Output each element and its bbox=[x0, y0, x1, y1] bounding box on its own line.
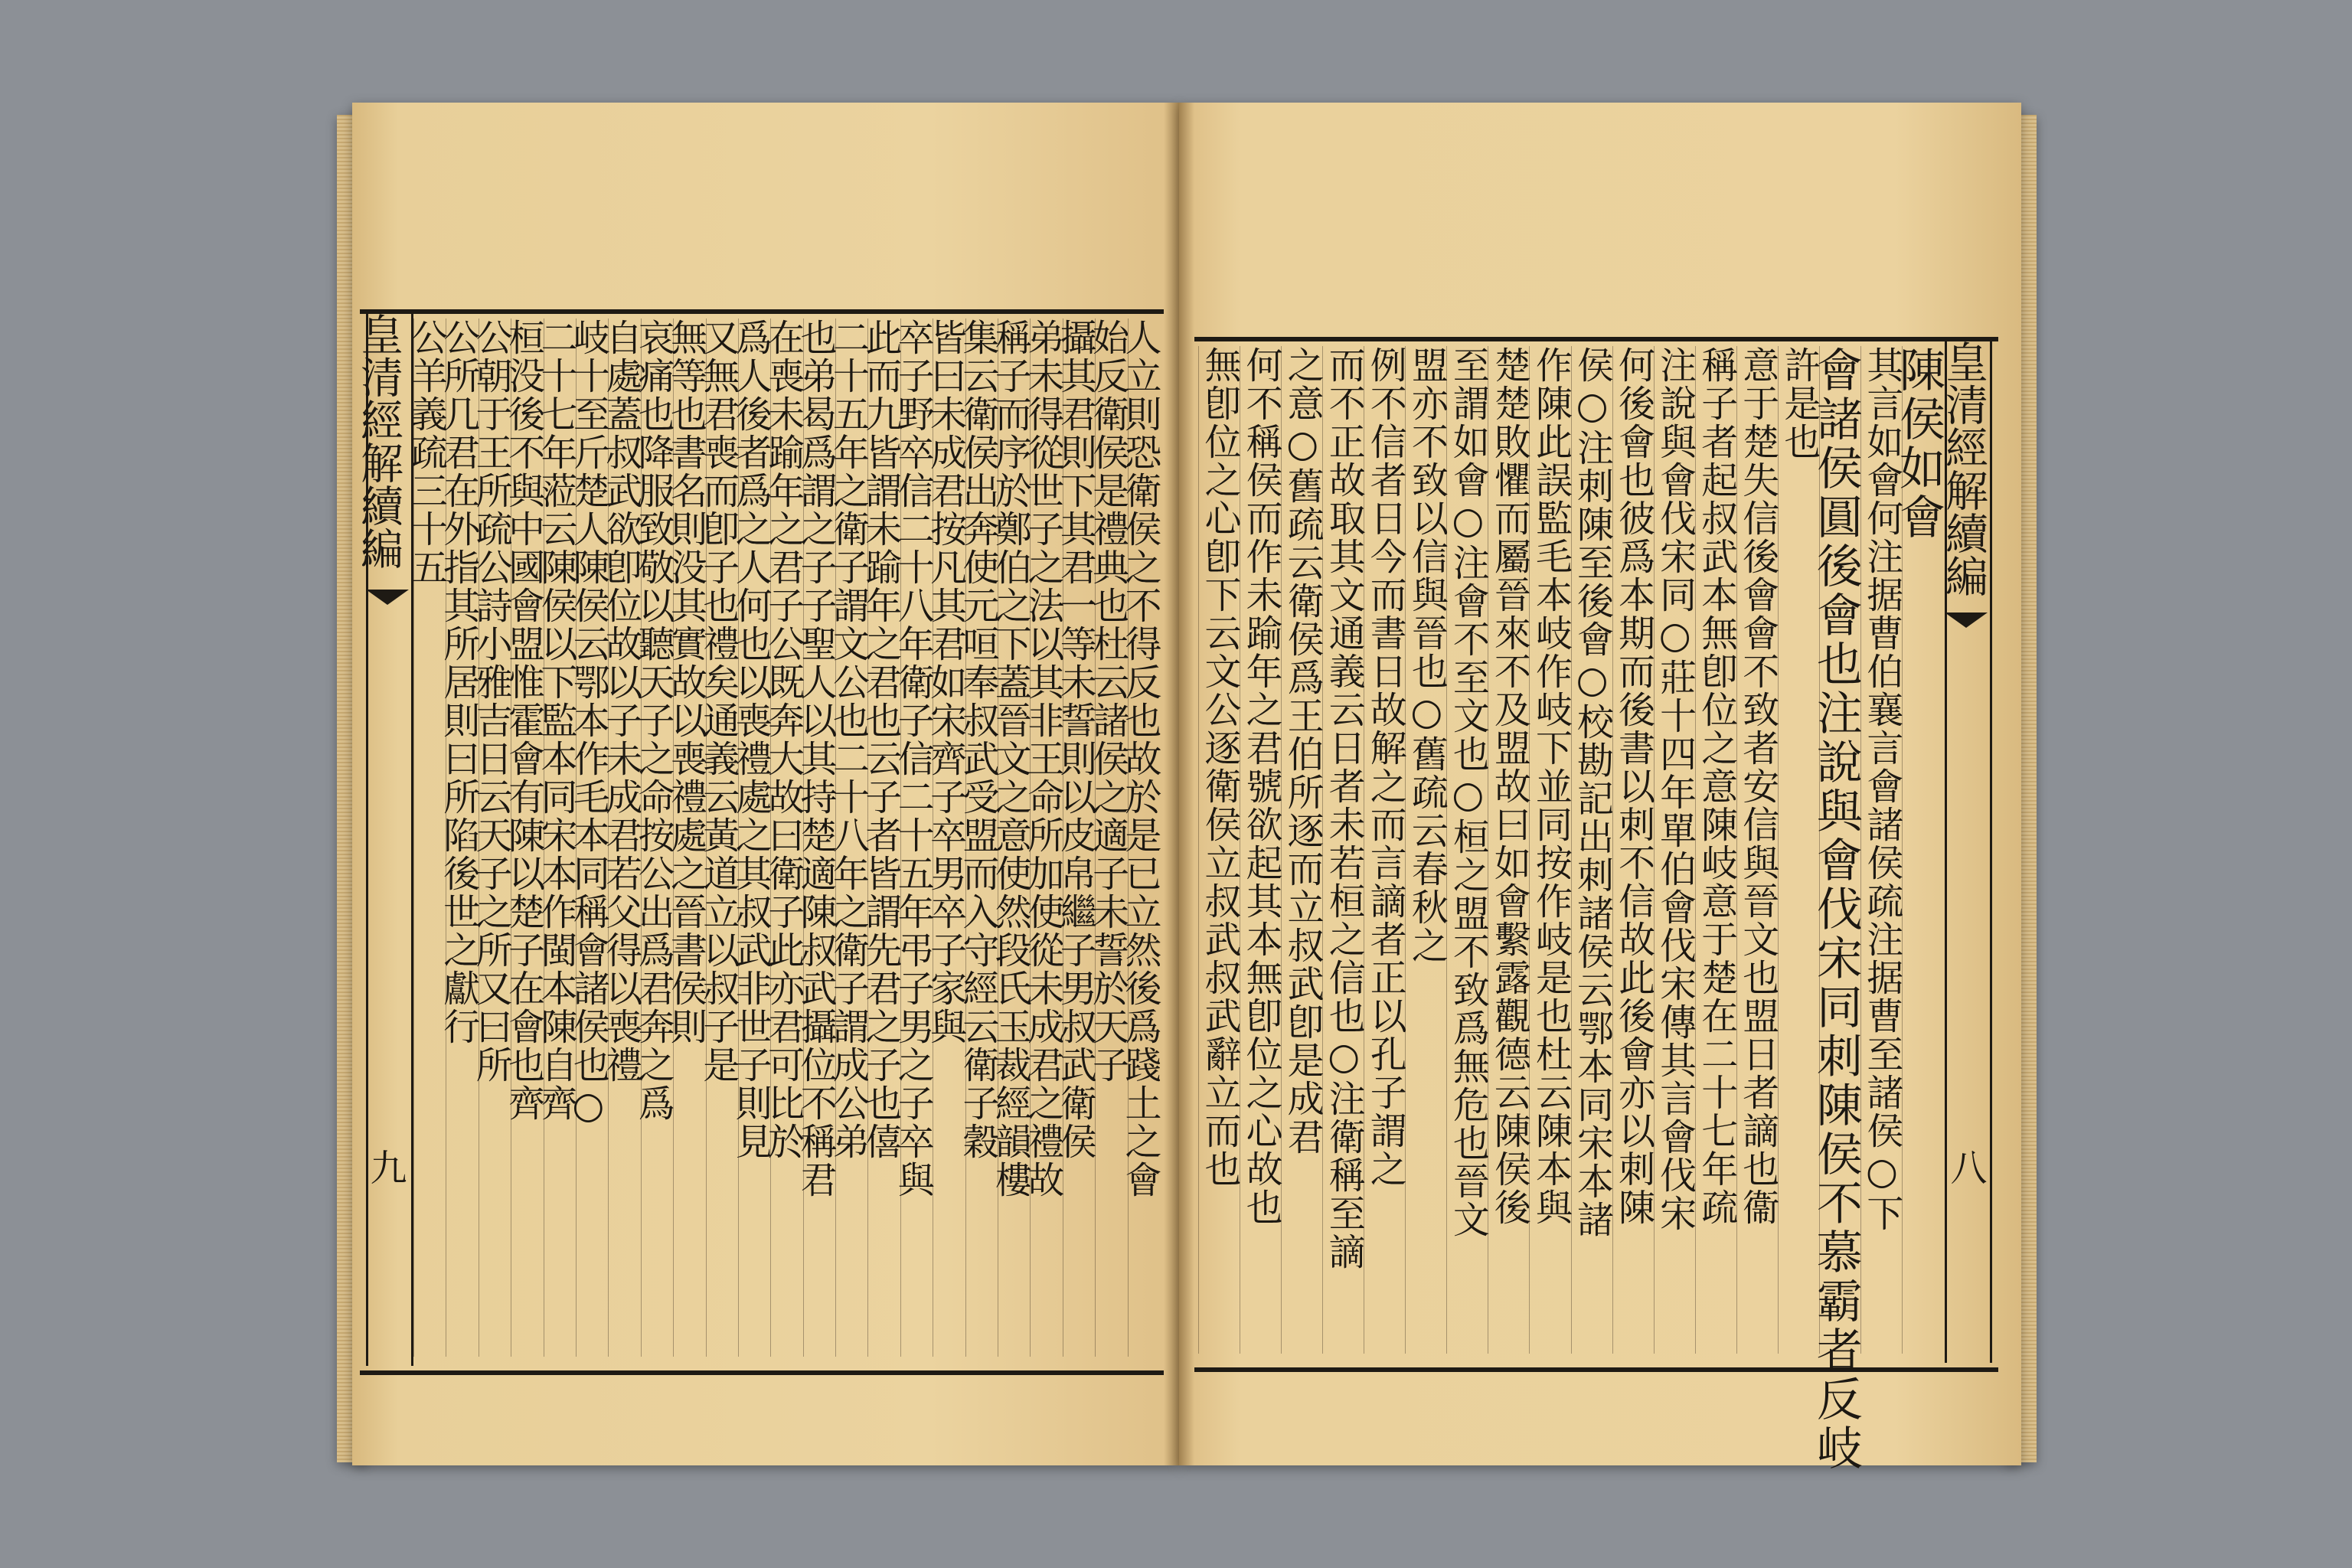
left-page-column: 集云衛侯出奔使元咺奉叔武受盟而入守經云衛子穀 bbox=[956, 318, 1000, 1161]
left-page-column: 皆曰未成君按凡其君如宋齊子卒男卒子家與 bbox=[923, 318, 967, 1046]
right-page-column: 稱子者起叔武本無卽位之意陳岐意于楚在二十七年疏 bbox=[1694, 346, 1738, 1227]
right-page-column: 楚楚敗懼而屬晉來不及盟故曰如會繫露觀德云陳侯後 bbox=[1488, 346, 1531, 1227]
right-page-column: 盟亦不致以信與晉也○舊疏云春秋之 bbox=[1405, 346, 1449, 965]
left-page-column: 人立則恐衛侯之不得反也故於是已立然後爲踐土之會 bbox=[1118, 318, 1161, 1199]
right-page-column: 作陳此誤監毛本岐作岐下並同按作岐是也杜云陳本與 bbox=[1529, 346, 1573, 1227]
right-page-column: 許是也 bbox=[1777, 346, 1821, 461]
right-page-column: 何不稱侯而作未踰年之君號欲起其本無卽位之心故也 bbox=[1240, 346, 1283, 1227]
left-page-column: 卒子野卒信二十八年衛子信二十五年弔子男之子卒與 bbox=[891, 318, 935, 1199]
left-page-column: 始反衛侯是禮典也杜云諸侯之適子未誓於天子 bbox=[1086, 318, 1129, 1084]
right-running-title: 皇清經解續編 bbox=[1939, 340, 1988, 597]
right-page-column: 注說與會伐宋同○莊十四年單伯會伐宋傳其言會伐宋 bbox=[1653, 346, 1697, 1233]
right-page-column: 而不正故取其文通義云日者未若桓之信也○注衛稱至謫 bbox=[1322, 346, 1366, 1271]
left-page-column: 公朝于王所疏公詩小雅吉日云天子之所又曰所 bbox=[469, 318, 513, 1084]
left-page-column: 哀痛也降服致敬以聽天子之命按公出爲君奔之爲 bbox=[632, 318, 675, 1122]
left-folio-number: 九 bbox=[364, 1148, 407, 1185]
left-page-column: 稱子而序於鄭伯之下蓋晉文之意使然段氏玉裁經韻樓 bbox=[988, 318, 1032, 1199]
right-page-column: 至謂如會○注會不至文也○桓之盟不致爲無危也晉文 bbox=[1446, 346, 1490, 1239]
left-page-column: 桓没後不與中國會盟惟霍會有陳以楚子在會也齊 bbox=[501, 318, 545, 1122]
right-page-column: 之意○舊疏云衛侯爲王伯所逐而立叔武卽是成君 bbox=[1281, 346, 1325, 1156]
left-page-column: 也弟曷爲謂之子子聖人以其持楚適陳叔武攝位不稱君 bbox=[794, 318, 838, 1199]
column-rule bbox=[1198, 346, 1199, 1354]
left-page-column: 公羊義疏三十五 bbox=[404, 318, 448, 586]
right-page-column: 侯○注刺陳至後會○校勘記出刺諸侯云鄂本同宋本諸 bbox=[1570, 346, 1614, 1239]
left-page-column: 爲人後者爲之人何也以喪禮處之其叔武非世子則見 bbox=[729, 318, 773, 1161]
right-page-column: 其言如會何注据曹伯襄言會諸侯疏注据曹至諸侯○下 bbox=[1860, 346, 1903, 1233]
right-page-column: 陳侯如會 bbox=[1891, 346, 1945, 542]
right-page-column: 意于楚失信後會會不致者安信與晉文也盟日者謫也衞 bbox=[1736, 346, 1779, 1227]
column-rule bbox=[413, 318, 414, 1357]
left-page-column: 又無君喪而卽子也禮矣通義云黃道立以叔子是 bbox=[696, 318, 740, 1084]
right-fishtail-mark bbox=[1945, 612, 1988, 628]
right-page-column: 何後會也彼爲本期而後書以刺不信故此後會亦以刺陳 bbox=[1612, 346, 1655, 1227]
left-page-column: 二十七年蒞云陳侯以下監本同宋本作閩本陳自齊 bbox=[534, 318, 577, 1122]
left-page-column: 無等也書名則没其實故以喪禮處之晉書侯則 bbox=[664, 318, 707, 1046]
book-gutter bbox=[1164, 103, 1194, 1465]
left-page-column: 公所几君在外指其所居則曰所陷後世之獻行 bbox=[436, 318, 480, 1046]
right-page-column: 例不信者日今而書日故解之而言謫者正以孔子謂之 bbox=[1364, 346, 1407, 1188]
left-page-column: 攝其君則下其君一等未誓則以皮帛繼子男叔武衛侯 bbox=[1054, 318, 1097, 1161]
column-rule bbox=[1819, 346, 1820, 1354]
left-fishtail-mark bbox=[366, 590, 409, 605]
left-page-column: 此而九皆謂未踰年之君也云子者皆謂先君之子也僖 bbox=[858, 318, 902, 1161]
left-page-column: 在喪未踰年之君子公既奔大故曰衛子此亦君可比於 bbox=[761, 318, 805, 1161]
left-running-title: 皇清經解續編 bbox=[354, 312, 403, 570]
left-page-column: 岐十至斤楚人陳侯云鄂本作毛本同稱會諸侯也○ bbox=[567, 318, 610, 1129]
right-page-column: 無卽位之心卽下云文公逐衛侯立叔武叔武辭立而也 bbox=[1198, 346, 1242, 1188]
left-page-column: 弟未得從世子之法以其非王命所加使從未成君之禮故 bbox=[1021, 318, 1064, 1199]
left-page-column: 自處蓋叔武欲卽位故以子未成君若父得以喪禮 bbox=[599, 318, 642, 1084]
right-page-column: 會諸侯圓後會也注說與會伐宋同刺陳侯不慕霸者反岐 bbox=[1808, 346, 1863, 1473]
left-page-column: 二十五年之衛子謂文公也二十八年之衛子謂成公弟 bbox=[826, 318, 870, 1161]
right-folio-number: 八 bbox=[1944, 1148, 1987, 1185]
